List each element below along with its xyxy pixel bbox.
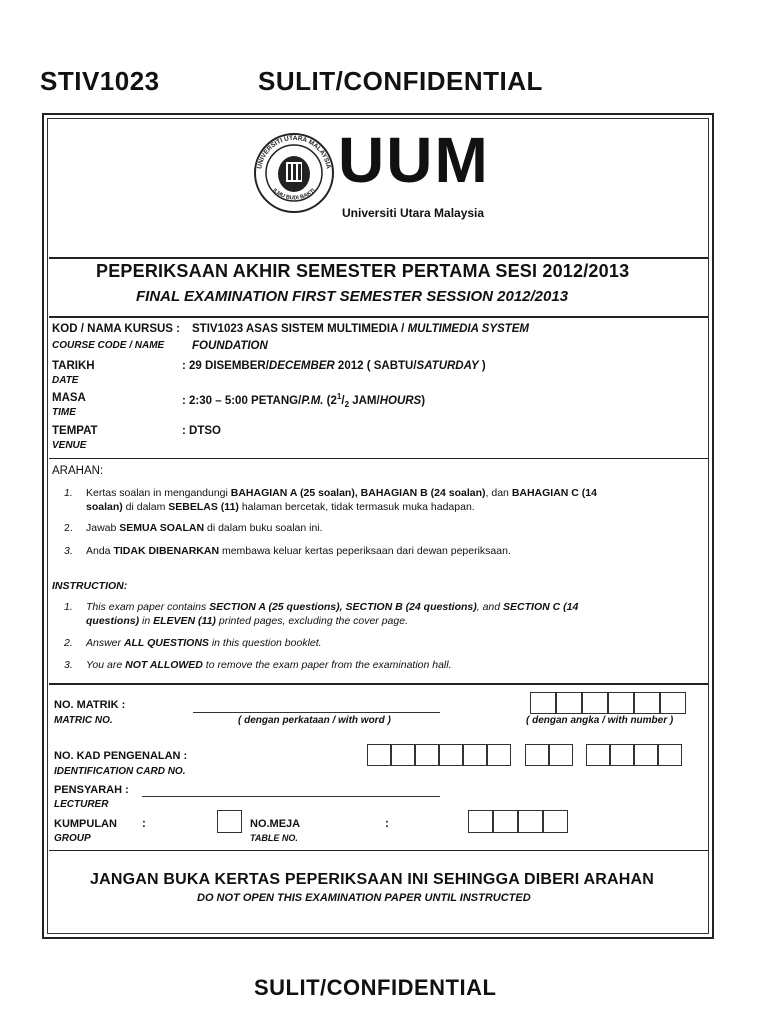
course-label: KOD / NAMA KURSUS : — [52, 323, 180, 335]
matric-digit-box[interactable] — [660, 692, 686, 714]
seal-motto: ILMU BUDI BAKTI — [271, 187, 317, 202]
time-value: : 2:30 – 5:00 PETANG/P.M. ($2^1/_2$ JAM/HOURS) — [182, 392, 426, 410]
table-digit-box[interactable] — [518, 810, 543, 833]
arahan-num-2: 2. — [64, 522, 73, 534]
instruction-num-2: 2. — [64, 637, 73, 649]
divider — [49, 458, 708, 459]
matric-digit-box[interactable] — [556, 692, 582, 714]
table-digit-box[interactable] — [493, 810, 518, 833]
group-colon: : — [142, 818, 146, 830]
group-sublabel: GROUP — [54, 833, 91, 844]
ic-digit-box[interactable] — [463, 744, 487, 766]
arahan-num-1: 1. — [64, 487, 73, 499]
group-box[interactable] — [217, 810, 242, 833]
lecturer-label: PENSYARAH : — [54, 784, 129, 796]
with-word-caption: ( dengan perkataan / with word ) — [238, 715, 391, 726]
ic-sublabel: IDENTIFICATION CARD NO. — [54, 766, 186, 777]
ic-digit-box[interactable] — [549, 744, 573, 766]
arahan-item-3: Anda TIDAK DIBENARKAN membawa keluar kertas peperiksaan dari dewan peperiksaan. — [86, 545, 511, 557]
venue-value: : DTSO — [182, 425, 221, 437]
venue-sublabel: VENUE — [52, 440, 87, 451]
instruction-item-3: You are NOT ALLOWED to remove the exam paper from the examination hall. — [86, 659, 452, 671]
ic-digit-box[interactable] — [634, 744, 658, 766]
uum-wordmark: UUM — [338, 124, 490, 196]
arahan-item-1: Kertas soalan in mengandungi BAHAGIAN A (25 soalan), BAHAGIAN B (24 soalan), dan BAHAGIAN C (14 — [86, 487, 597, 499]
matric-word-line[interactable] — [193, 712, 440, 713]
ic-digit-box[interactable] — [658, 744, 682, 766]
ic-label: NO. KAD PENGENALAN : — [54, 750, 188, 762]
ic-digit-box[interactable] — [610, 744, 634, 766]
instruction-item-1: This exam paper contains SECTION A (25 questions), SECTION B (24 questions), and SECTION C (14 — [86, 601, 579, 613]
ic-digit-box[interactable] — [487, 744, 511, 766]
instruction-num-3: 3. — [64, 659, 73, 671]
divider — [49, 257, 708, 259]
arahan-item-2: Jawab SEMUA SOALAN di dalam buku soalan ini. — [86, 522, 323, 534]
date-label: TARIKH — [52, 360, 95, 372]
arahan-num-3: 3. — [64, 545, 73, 557]
seal-text: UNIVERSITI UTARA MALAYSIA — [256, 134, 332, 170]
matric-digit-box[interactable] — [582, 692, 608, 714]
instruction-num-1: 1. — [64, 601, 73, 613]
ic-digit-box[interactable] — [439, 744, 463, 766]
time-sublabel: TIME — [52, 407, 76, 418]
exam-title-malay: PEPERIKSAAN AKHIR SEMESTER PERTAMA SESI 2012/2013 — [96, 261, 630, 281]
ic-digit-box[interactable] — [367, 744, 391, 766]
warning-english: DO NOT OPEN THIS EXAMINATION PAPER UNTIL INSTRUCTED — [197, 892, 531, 904]
date-sublabel: DATE — [52, 375, 79, 386]
instruction-heading: INSTRUCTION: — [52, 580, 128, 592]
divider — [49, 850, 708, 851]
venue-label: TEMPAT — [52, 425, 98, 437]
course-sublabel: COURSE CODE / NAME — [52, 340, 165, 351]
ic-digit-box[interactable] — [415, 744, 439, 766]
arahan-item-1-cont: soalan) di dalam SEBELAS (11) halaman bercetak, tidak termasuk muka hadapan. — [86, 501, 475, 513]
divider — [49, 683, 708, 685]
table-sublabel: TABLE NO. — [250, 833, 298, 843]
divider — [49, 316, 708, 318]
warning-malay: JANGAN BUKA KERTAS PEPERIKSAAN INI SEHINGGA DIBERI ARAHAN — [90, 871, 655, 888]
lecturer-line[interactable] — [142, 796, 440, 797]
instruction-item-2: Answer ALL QUESTIONS in this question booklet. — [86, 637, 322, 649]
ic-digit-box[interactable] — [586, 744, 610, 766]
table-digit-box[interactable] — [543, 810, 568, 833]
with-number-caption: ( dengan angka / with number ) — [526, 715, 674, 726]
date-value: : 29 DISEMBER/DECEMBER 2012 ( SABTU/SATURDAY ) — [182, 360, 486, 372]
ic-digit-box[interactable] — [525, 744, 549, 766]
table-digit-box[interactable] — [468, 810, 493, 833]
matric-digit-box[interactable] — [634, 692, 660, 714]
matric-label: NO. MATRIK : — [54, 699, 126, 711]
course-value: STIV1023 ASAS SISTEM MULTIMEDIA / MULTIMEDIA SYSTEM — [192, 323, 529, 335]
confidential-footer: SULIT/CONFIDENTIAL — [254, 975, 497, 1000]
table-colon: : — [385, 818, 389, 830]
instruction-item-1-cont: questions) in ELEVEN (11) printed pages, excluding the cover page. — [86, 615, 408, 627]
course-value-cont: FOUNDATION — [192, 340, 268, 352]
matric-digit-box[interactable] — [530, 692, 556, 714]
matric-digit-box[interactable] — [608, 692, 634, 714]
group-label: KUMPULAN — [54, 818, 117, 830]
uum-seal-logo — [253, 132, 335, 214]
exam-title-english: FINAL EXAMINATION FIRST SEMESTER SESSION 2012/2013 — [136, 288, 569, 305]
lecturer-sublabel: LECTURER — [54, 799, 109, 810]
ic-digit-box[interactable] — [391, 744, 415, 766]
arahan-heading: ARAHAN: — [52, 465, 104, 477]
time-label: MASA — [52, 392, 86, 404]
course-code-header: STIV1023 — [40, 66, 160, 96]
table-label: NO.MEJA — [250, 818, 301, 830]
matric-sublabel: MATRIC NO. — [54, 715, 113, 726]
university-name: Universiti Utara Malaysia — [342, 206, 485, 220]
confidential-header: SULIT/CONFIDENTIAL — [258, 66, 543, 96]
